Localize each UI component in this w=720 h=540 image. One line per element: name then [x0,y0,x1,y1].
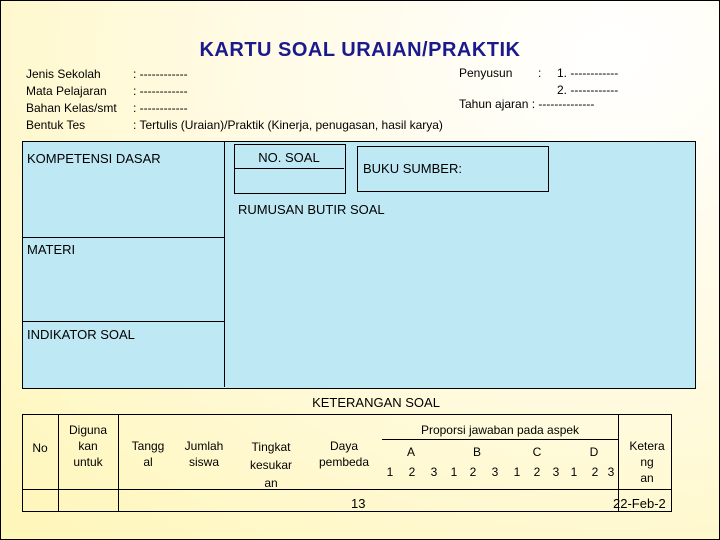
penyusun-2: 2. ------------ [557,83,619,97]
aspek-d: D [589,445,599,459]
info-label-jenis-sekolah: Jenis Sekolah [26,67,101,81]
aspek-num: 1 [450,465,458,479]
penyusun-label: Penyusun [459,66,513,80]
aspek-num: 1 [513,465,521,479]
penyusun-colon: : [538,66,542,80]
no-soal-label: NO. SOAL [258,150,320,165]
aspek-num: 2 [408,465,416,479]
aspek-num: 3 [491,465,499,479]
info-label-mata-pelajaran: Mata Pelajaran [26,84,107,98]
aspek-a: A [406,445,415,459]
tahun-ajaran: Tahun ajaran : -------------- [459,97,595,111]
no-soal-input[interactable] [235,169,343,191]
page-title: KARTU SOAL URAIAN/PRAKTIK [199,39,521,61]
divider-materi [22,237,224,238]
aspek-num: 3 [607,465,615,479]
info-value-jenis-sekolah: : ------------ [133,67,188,81]
info-label-bentuk-tes: Bentuk Tes [26,118,86,132]
keterangan-heading: KETERANGAN SOAL [312,395,440,410]
proporsi-divider [382,439,618,440]
col-tingkat-kesukaran: Tingkat kesukar an [249,440,293,490]
aspek-num: 2 [533,465,541,479]
materi-label: MATERI [27,242,76,257]
penyusun-1: 1. ------------ [557,66,619,80]
row-divider [22,489,672,490]
col-no: No [32,441,48,455]
buku-sumber-label: BUKU SUMBER: [363,161,462,176]
col-keterangan: Ketera ng an [629,439,665,485]
aspek-num: 1 [386,465,394,479]
aspek-num: 1 [570,465,578,479]
col-digunakan: Diguna kan untuk [68,423,108,469]
info-label-bahan-kelas: Bahan Kelas/smt [26,101,117,115]
col-tanggal: Tangg al [131,439,165,469]
aspek-num: 2 [591,465,599,479]
col-proporsi: Proporsi jawaban pada aspek [420,423,580,437]
info-value-bentuk-tes: : Tertulis (Uraian)/Praktik (Kinerja, penugasan, hasil karya) [133,118,443,132]
col-divider [118,414,119,512]
aspek-num: 3 [430,465,438,479]
aspek-num: 2 [469,465,477,479]
footer-date: 22-Feb-2 [613,496,666,511]
page-number: 13 [351,496,366,511]
kompetensi-dasar-label: KOMPETENSI DASAR [27,151,161,166]
info-labels [26,66,136,134]
divider-indikator [22,321,224,322]
info-value-mata-pelajaran: : ------------ [133,84,188,98]
info-value-bahan-kelas: : ------------ [133,101,188,115]
col-jumlah-siswa: Jumlah siswa [184,439,224,469]
col-daya-pembeda: Daya pembeda [318,439,370,469]
aspek-num: 3 [552,465,560,479]
aspek-c: C [532,445,542,459]
aspek-b: B [472,445,481,459]
left-column [22,141,225,387]
info-values [133,66,443,134]
indikator-soal-label: INDIKATOR SOAL [27,327,135,342]
rumusan-butir-soal-label: RUMUSAN BUTIR SOAL [238,202,385,217]
